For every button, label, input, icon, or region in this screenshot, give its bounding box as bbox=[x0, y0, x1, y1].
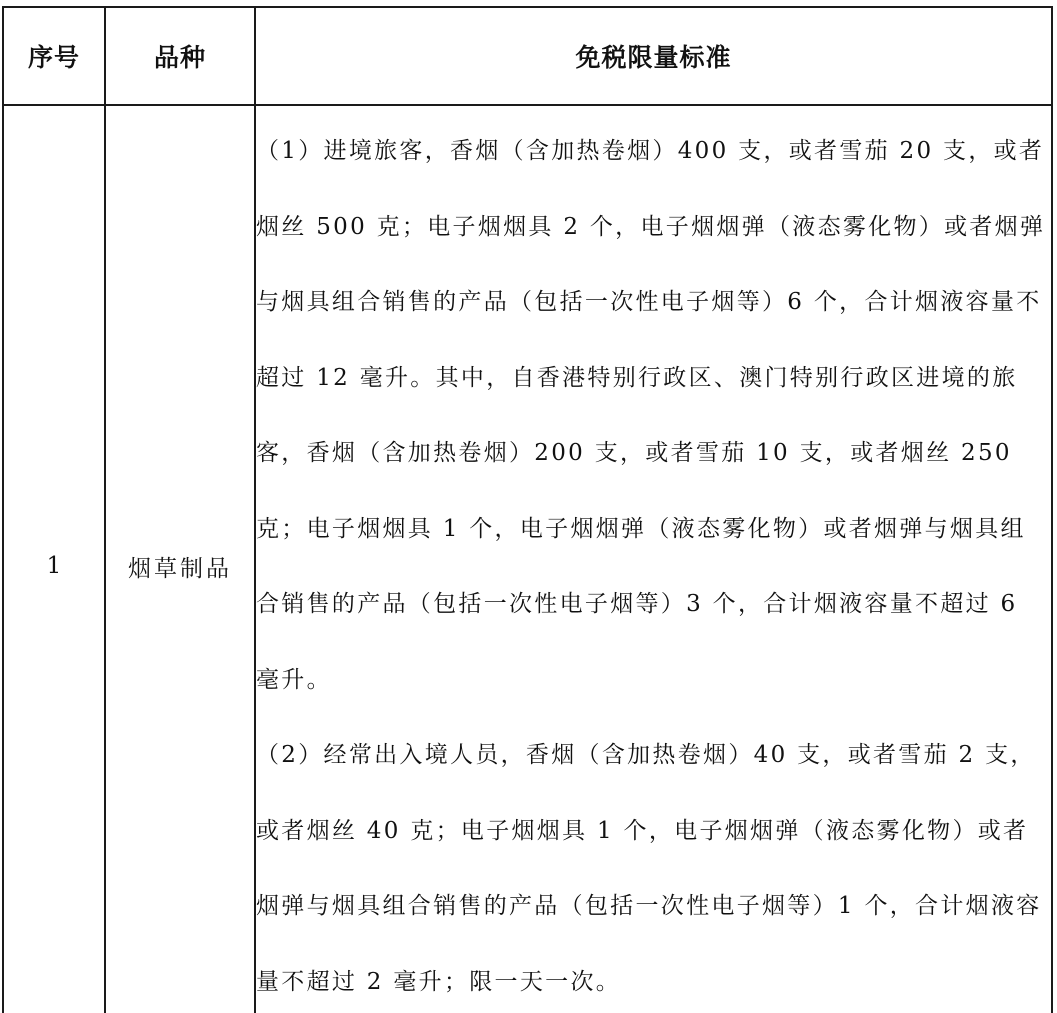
header-standard: 免税限量标准 bbox=[255, 7, 1052, 105]
row-standard-cell bbox=[255, 105, 1052, 1013]
standard-paragraph-2: （2）经常出入境人员，香烟（含加热卷烟）40 支，或者雪茄 2 支，或者烟丝 40 克；电子烟烟具 1 个，电子烟烟弹（液态雾化物）或者烟弹与烟具组合销售的产品（包括一次性电子烟等）1 个，合计烟液容量不超过 2 毫升；限一天一次。 bbox=[256, 742, 1042, 995]
header-category: 品种 bbox=[105, 7, 255, 105]
standard-paragraph-1: （1）进境旅客，香烟（含加热卷烟）400 支，或者雪茄 20 支，或者烟丝 500 克；电子烟烟具 2 个，电子烟烟弹（液态雾化物）或者烟弹与烟具组合销售的产品（包括一次性电子烟等）6 个，合计烟液容量不超过 12 毫升。其中，自香港特别行政区、澳门特别行政区进境的旅客，香烟（含加热卷烟）200 支，或者雪茄 10 支，或者烟丝 250 克；电子烟烟具 1 个，电子烟烟弹（液态雾化物）或者烟弹与烟具组合销售的产品（包括一次性电子烟等）3 个，合计烟液容量不超过 6 毫升。 bbox=[256, 138, 1046, 693]
row-index: 1 bbox=[3, 105, 105, 1013]
row-category: 烟草制品 bbox=[105, 105, 255, 1013]
table-header-row bbox=[3, 7, 1052, 105]
duty-free-quota-table bbox=[2, 6, 1053, 1013]
header-index: 序号 bbox=[3, 7, 105, 105]
table-row bbox=[3, 105, 1052, 1013]
